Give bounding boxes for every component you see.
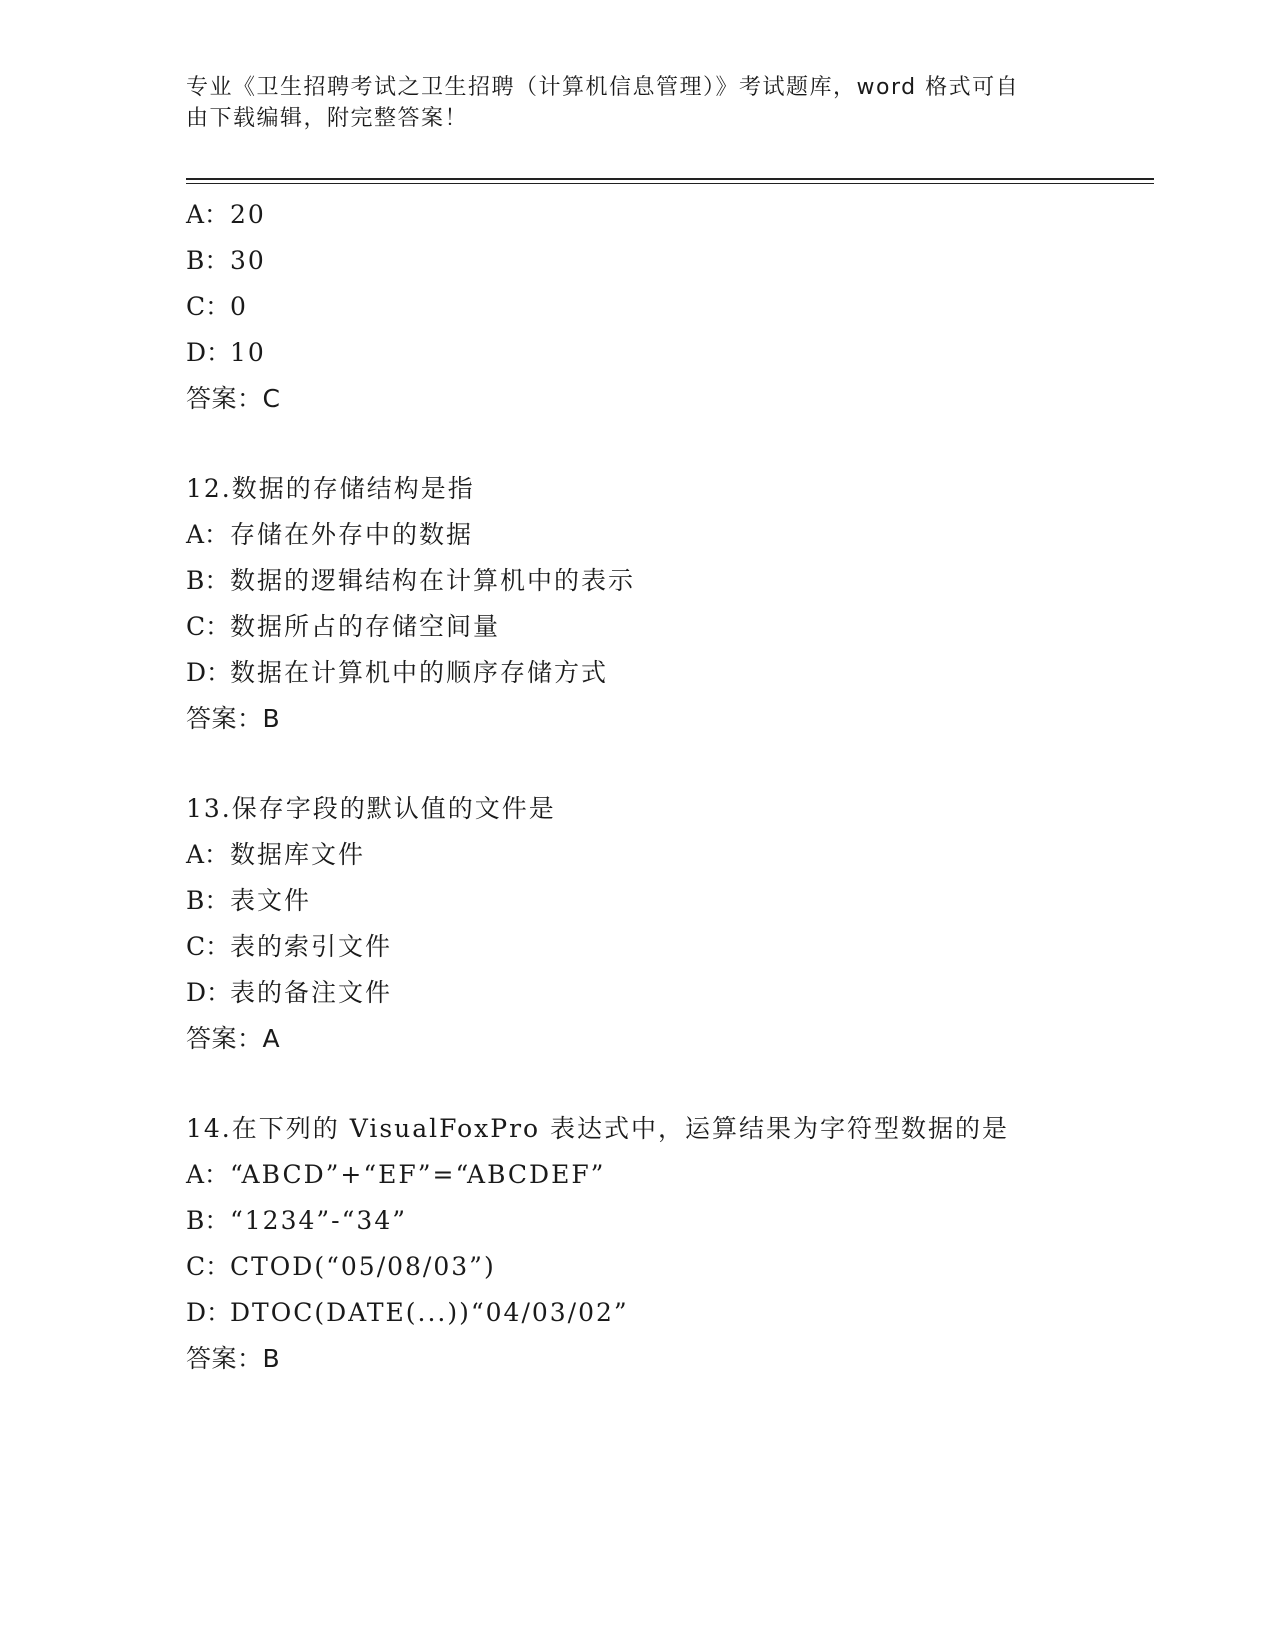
option-a xyxy=(186,192,1146,238)
option-c xyxy=(186,924,1146,970)
option-c xyxy=(186,604,1146,650)
option-key: B： xyxy=(186,886,230,915)
option-c xyxy=(186,1244,1146,1290)
question-text: 14.在下列的 VisualFoxPro 表达式中，运算结果为字符型数据的是 xyxy=(186,1114,1010,1143)
option-text: 存储在外存中的数据 xyxy=(230,520,474,549)
option-d xyxy=(186,970,1146,1016)
header-divider-thick xyxy=(186,178,1154,180)
option-text: 表的备注文件 xyxy=(230,978,393,1007)
option-text: 数据所占的存储空间量 xyxy=(230,612,501,641)
header-divider-thin xyxy=(186,183,1154,184)
option-key: A： xyxy=(186,520,230,549)
option-key: C： xyxy=(186,612,231,641)
option-key: D： xyxy=(186,1298,232,1327)
option-d xyxy=(186,1290,1146,1336)
answer-line: 答案：A xyxy=(186,1024,281,1053)
answer-line: 答案：B xyxy=(186,1344,281,1373)
option-d xyxy=(186,650,1146,696)
option-d xyxy=(186,330,1146,376)
option-text: 数据库文件 xyxy=(230,840,366,869)
option-b xyxy=(186,238,1146,284)
option-text: 数据在计算机中的顺序存储方式 xyxy=(230,658,609,687)
spacer xyxy=(186,1062,1146,1106)
option-text: 0 xyxy=(230,292,248,321)
option-text: 表的索引文件 xyxy=(230,932,393,961)
option-key: C： xyxy=(186,932,231,961)
question-text: 12.数据的存储结构是指 xyxy=(186,474,475,503)
spacer xyxy=(186,742,1146,786)
question-list xyxy=(186,192,1146,1382)
option-key: C： xyxy=(186,292,231,321)
document-header xyxy=(186,72,1086,134)
answer-line: 答案：C xyxy=(186,384,281,413)
option-b xyxy=(186,878,1146,924)
option-a xyxy=(186,1152,1146,1198)
header-line-1: 专业《卫生招聘考试之卫生招聘（计算机信息管理）》考试题库，word 格式可自 xyxy=(186,75,1020,100)
option-a xyxy=(186,832,1146,878)
option-key: D： xyxy=(186,978,232,1007)
option-key: D： xyxy=(186,338,232,367)
option-text: 10 xyxy=(230,338,266,367)
option-text: 30 xyxy=(230,246,266,275)
option-text: “ABCD”+“EF”=“ABCDEF” xyxy=(230,1160,606,1189)
option-text: CTOD(“05/08/03”) xyxy=(230,1252,496,1281)
option-b xyxy=(186,1198,1146,1244)
option-key: D： xyxy=(186,658,232,687)
question-13 xyxy=(186,786,1146,1062)
option-key: A： xyxy=(186,840,230,869)
option-text: 数据的逻辑结构在计算机中的表示 xyxy=(230,566,636,595)
option-key: B： xyxy=(186,566,230,595)
option-key: B： xyxy=(186,246,230,275)
header-line-2: 由下载编辑，附完整答案！ xyxy=(186,106,469,131)
option-key: B： xyxy=(186,1206,230,1235)
option-text: DTOC(DATE(...))“04/03/02” xyxy=(230,1298,629,1327)
option-key: C： xyxy=(186,1252,231,1281)
answer-line: 答案：B xyxy=(186,704,281,733)
spacer xyxy=(186,422,1146,466)
question-14 xyxy=(186,1106,1146,1382)
option-c xyxy=(186,284,1146,330)
question-text: 13.保存字段的默认值的文件是 xyxy=(186,794,556,823)
question-12 xyxy=(186,466,1146,742)
option-b xyxy=(186,558,1146,604)
question-11 xyxy=(186,192,1146,422)
option-text: “1234”-“34” xyxy=(230,1206,408,1235)
option-key: A： xyxy=(186,1160,230,1189)
option-text: 20 xyxy=(230,200,266,229)
option-a xyxy=(186,512,1146,558)
option-key: A： xyxy=(186,200,230,229)
option-text: 表文件 xyxy=(230,886,312,915)
